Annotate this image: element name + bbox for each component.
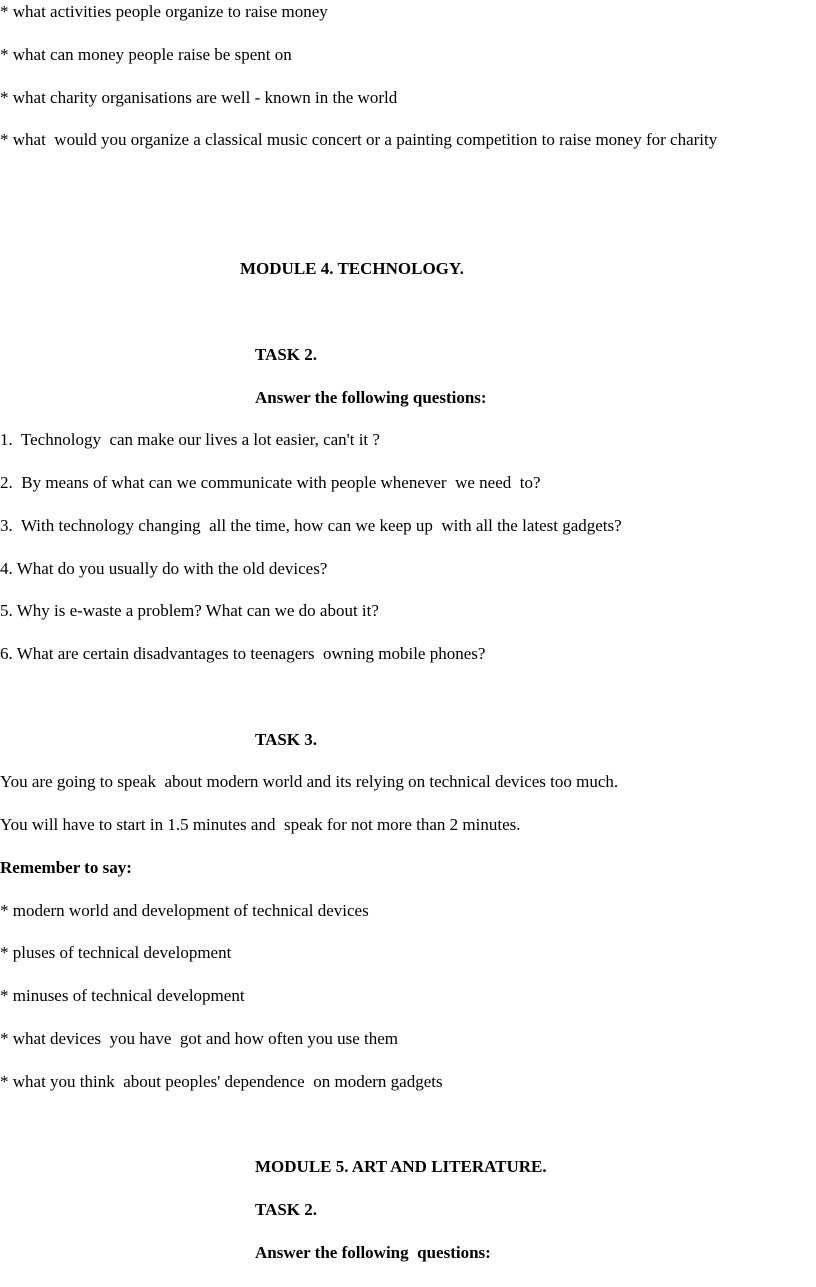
remember-label: Remember to say: [0,858,132,877]
bullet-item: * what you think about peoples' dependence on modern gadgets [0,1072,443,1091]
task-intro: You are going to speak about modern world and its relying on technical devices too much. [0,772,619,791]
question-item: 5. Why is e-waste a problem? What can we do about it? [0,601,379,620]
bullet-item: * what would you organize a classical music concert or a painting competition to raise money for charity [0,130,718,149]
task-instruction: Answer the following questions: [255,1243,491,1262]
task-intro: You will have to start in 1.5 minutes and speak for not more than 2 minutes. [0,815,521,834]
question-item: 1. Technology can make our lives a lot easier, can't it ? [0,430,380,449]
bullet-item: * modern world and development of technical devices [0,901,369,920]
bullet-item: * what devices you have got and how often you use them [0,1029,398,1048]
question-item: 3. With technology changing all the time, how can we keep up with all the latest gadgets? [0,516,622,535]
bullet-item: * what charity organisations are well - known in the world [0,88,398,107]
task-heading: TASK 2. [255,345,318,364]
question-item: 6. What are certain disadvantages to teenagers owning mobile phones? [0,644,486,663]
task-instruction: Answer the following questions: [255,388,487,407]
module-heading: MODULE 5. ART AND LITERATURE. [255,1157,547,1176]
bullet-item: * what activities people organize to raise money [0,2,328,21]
bullet-item: * what can money people raise be spent on [0,45,292,64]
bullet-item: * pluses of technical development [0,943,232,962]
task-heading: TASK 3. [255,730,318,749]
question-item: 2. By means of what can we communicate with people whenever we need to? [0,473,541,492]
module-heading: MODULE 4. TECHNOLOGY. [240,259,464,278]
task-heading: TASK 2. [255,1200,318,1219]
bullet-item: * minuses of technical development [0,986,245,1005]
question-item: 4. What do you usually do with the old devices? [0,559,328,578]
